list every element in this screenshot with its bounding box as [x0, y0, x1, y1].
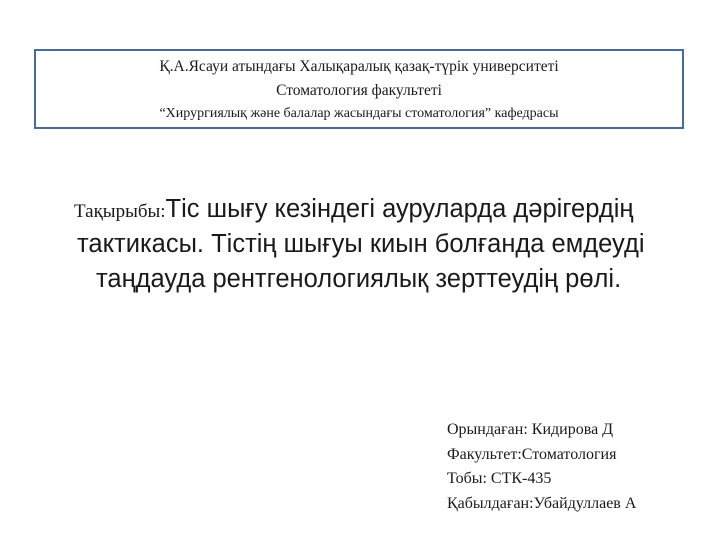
institution-header-box: [34, 49, 684, 129]
author-line: Орындаған: Кидирова Д: [447, 421, 614, 438]
topic-line-1: [74, 192, 633, 229]
topic-title-part-2: тактикасы. Тістің шығуы киын болғанда емдеуді: [77, 230, 645, 258]
reviewer-line: Қабылдаған:Убайдуллаев А: [447, 494, 637, 512]
university-name: Қ.А.Ясауи атындағы Халықаралық қазақ-түрік университеті: [159, 58, 559, 75]
group-line: Тобы: СТК-435: [447, 470, 552, 487]
topic-title-part-1: Тіс шығу кезіндегі ауруларда дәрігердің: [165, 195, 634, 223]
faculty-line: Факультет:Стоматология: [447, 445, 617, 463]
topic-title-part-3: таңдауда рентгенологиялық зерттеудің рөлі.: [96, 265, 622, 293]
faculty-name: Стоматология факультеті: [276, 82, 442, 99]
department-name: “Хирургиялық және балалар жасындағы стоматология” кафедрасы: [159, 106, 559, 121]
topic-label: Тақырыбы:: [74, 201, 166, 222]
author-info-block: [447, 418, 636, 516]
